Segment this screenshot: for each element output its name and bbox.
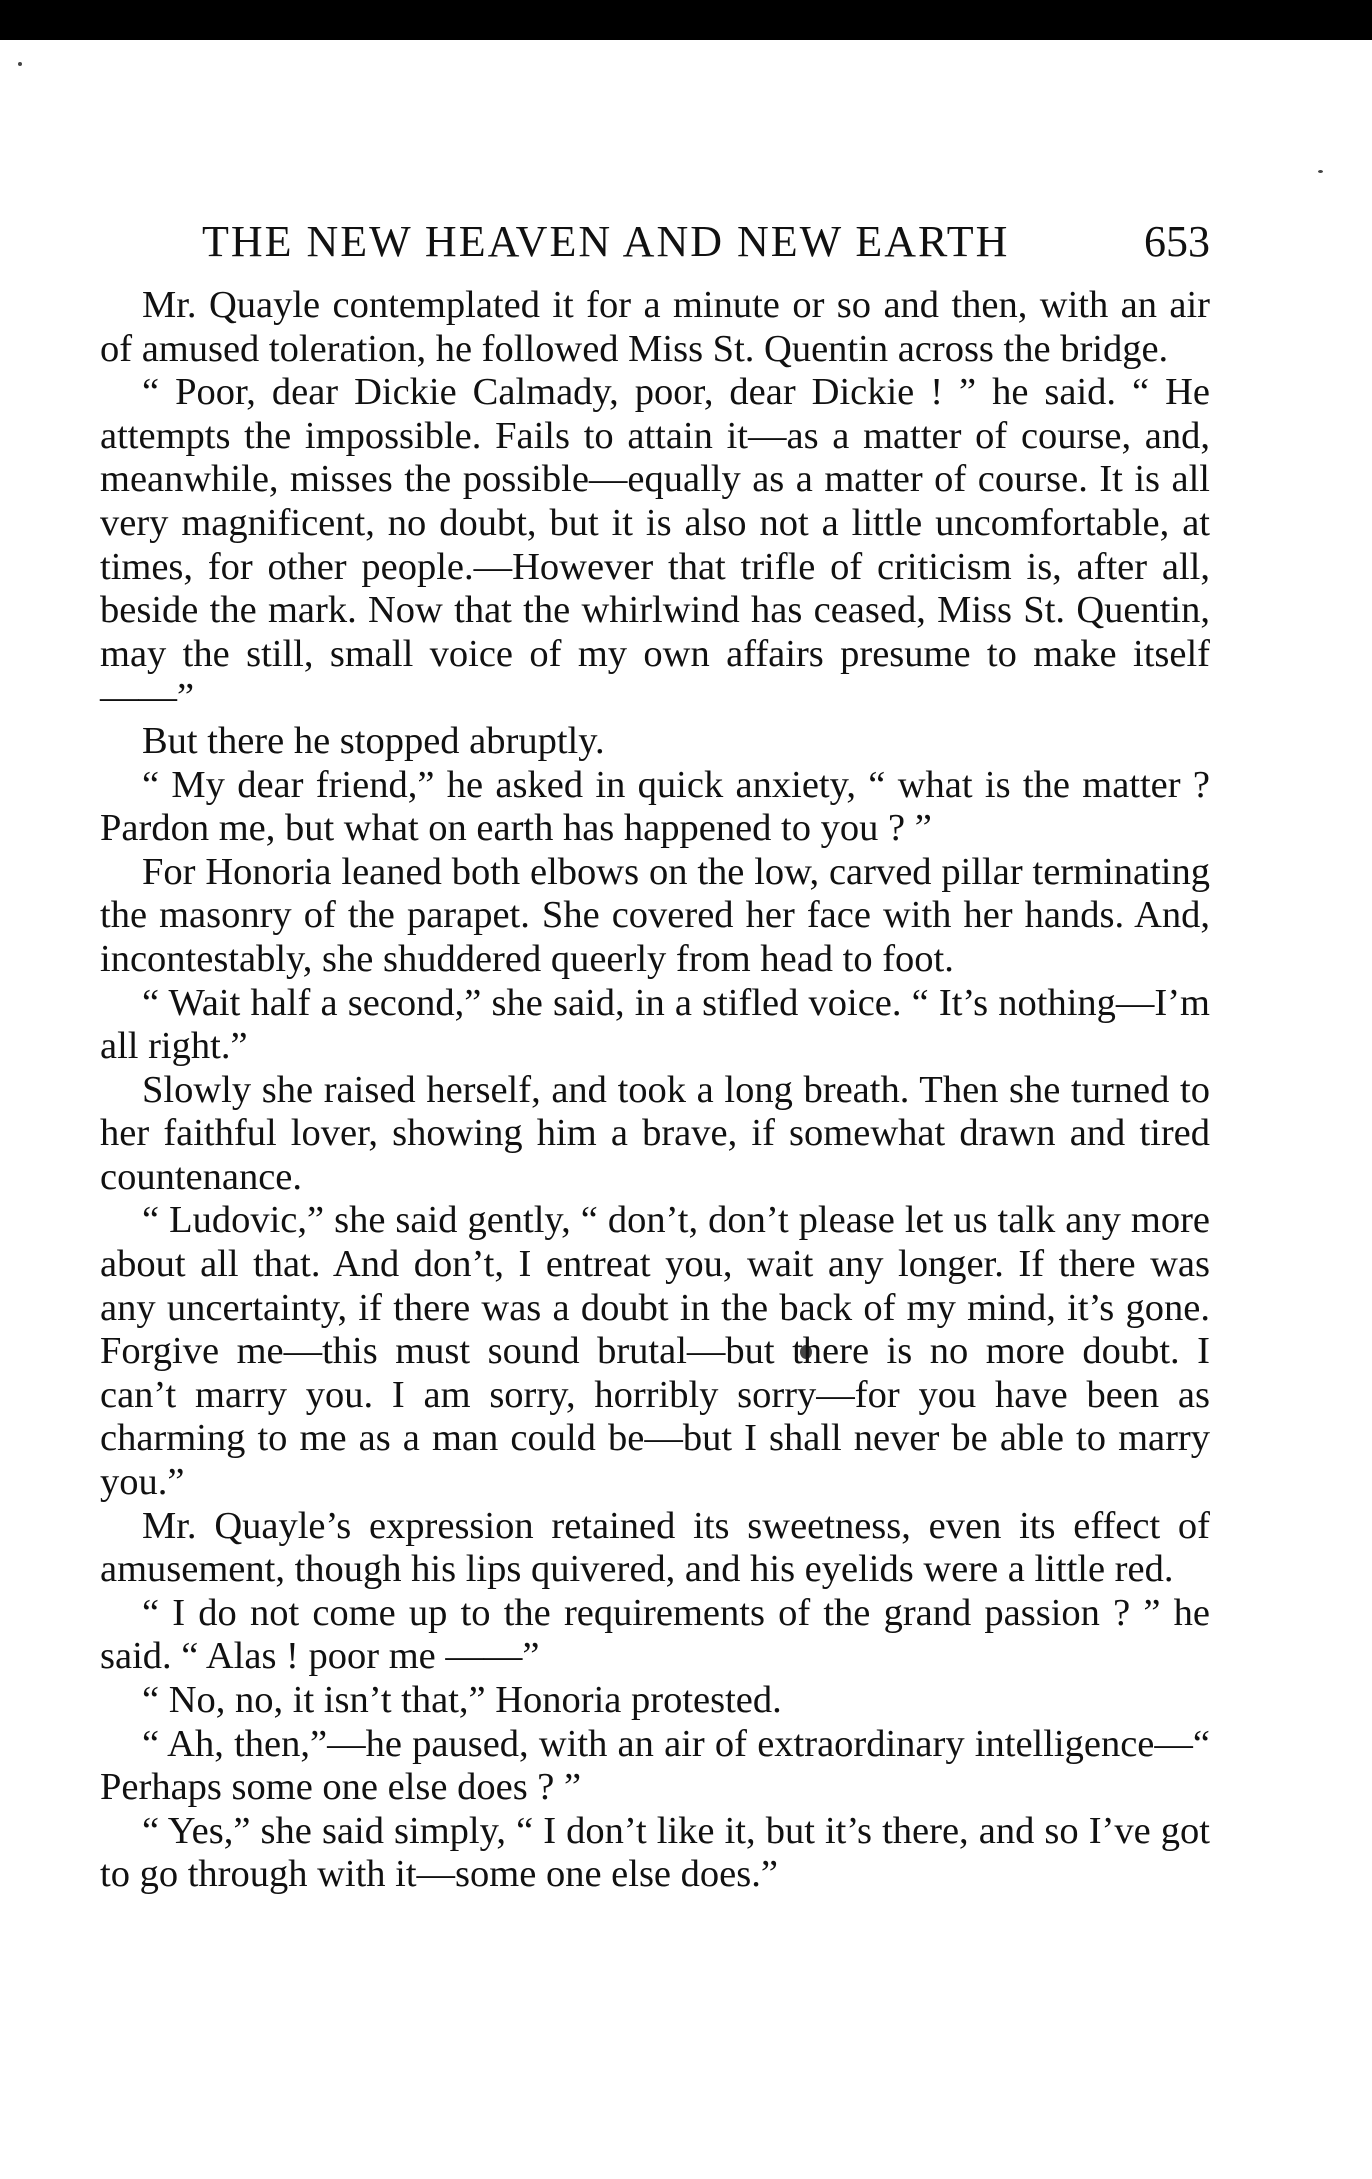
scan-speck — [18, 62, 22, 66]
paragraph: “ Poor, dear Dickie Calmady, poor, dear Dickie ! ” he said. “ He attempts the impossible. Fails to attain it—as a matter of course, and, meanwhile, misses the possible—equally as a matter of course. It is all very magnificent, no doubt, but it is also not a little uncomfortable, at times, for other people.—However that trifle of criticism is, after all, beside the mark. Now that the whirlwind has ceased, Miss St. Quentin, may the still, small voice of my own affairs presume to make itself ——” — [100, 371, 1210, 719]
paragraph: “ I do not come up to the requirements of the grand passion ? ” he said. “ Alas ! poor me ——” — [100, 1591, 1210, 1678]
book-page — [100, 200, 1210, 1897]
running-head — [100, 200, 1210, 270]
body-text — [100, 284, 1210, 1897]
scan-top-border — [0, 0, 1372, 40]
paragraph: But there he stopped abruptly. — [142, 719, 605, 762]
page-number: 653 — [1144, 217, 1210, 266]
paragraph: “ Yes,” she said simply, “ I don’t like it, but it’s there, and so I’ve got to go through with it—some one else does.” — [100, 1809, 1210, 1896]
paragraph: Slowly she raised herself, and took a long breath. Then she turned to her faithful lover, showing him a brave, if somewhat drawn and tired countenance. — [100, 1068, 1210, 1198]
paragraph: “ My dear friend,” he asked in quick anxiety, “ what is the matter ? Pardon me, but what on earth has happened to you ? ” — [100, 763, 1210, 850]
paragraph: “ Ah, then,”—he paused, with an air of extraordinary intelligence—“ Perhaps some one else does ? ” — [100, 1722, 1210, 1809]
paragraph: Mr. Quayle’s expression retained its sweetness, even its effect of amusement, though his lips quivered, and his eyelids were a little red. — [100, 1504, 1210, 1591]
scan-speck — [1318, 170, 1323, 173]
paragraph: “ Ludovic,” she said gently, “ don’t, don’t please let us talk any more about all that. And don’t, I entreat you, wait any longer. If there was any uncertainty, if there was a doubt in the back of my mind, it’s gone. Forgive me—this must sound brutal—but there is no more doubt. I can’t marry you. I am sorry, horribly sorry—for you have been as charming to me as a man could be—but I shall never be able to marry you.” — [100, 1199, 1210, 1504]
paragraph: Mr. Quayle contemplated it for a minute or so and then, with an air of amused toleration, he followed Miss St. Quentin across the bridge. — [100, 284, 1210, 370]
page-title: THE NEW HEAVEN AND NEW EARTH — [202, 217, 1010, 266]
paragraph: For Honoria leaned both elbows on the low, carved pillar terminating the masonry of the parapet. She covered her face with her hands. And, incontestably, she shuddered queerly from head to foot. — [100, 850, 1210, 980]
paragraph: “ Wait half a second,” she said, in a stifled voice. “ It’s nothing—I’m all right.” — [100, 981, 1210, 1068]
paragraph: “ No, no, it isn’t that,” Honoria protested. — [142, 1679, 782, 1721]
